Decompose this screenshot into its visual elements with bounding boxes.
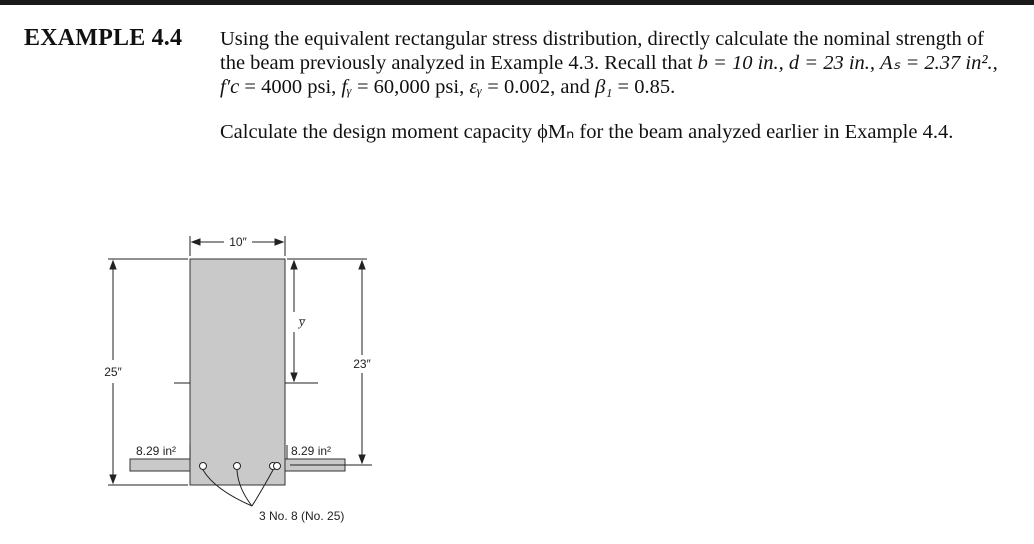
depth-arrow-top	[359, 261, 365, 269]
height-arrow-top	[110, 261, 116, 269]
depth-label: 23″	[353, 357, 371, 371]
rebar-label: 3 No. 8 (No. 25)	[259, 509, 345, 523]
right-flange-area-label: 8.29 in²	[291, 444, 332, 458]
rebar-middle	[234, 463, 241, 470]
given-As: Aₛ = 2.37 in².,	[880, 52, 998, 74]
ybar-arrow-bottom	[291, 373, 297, 381]
given-fy: fᵧ	[341, 76, 352, 98]
given-b: b = 10 in.,	[697, 52, 784, 74]
height-arrow-bottom	[110, 475, 116, 483]
width-arrow-right	[275, 239, 283, 245]
beam-web	[190, 259, 285, 485]
depth-arrow-bottom	[359, 455, 365, 463]
example-label: EXAMPLE 4.4	[24, 25, 183, 51]
width-arrow-left	[192, 239, 200, 245]
left-flange-area-label: 8.29 in²	[136, 444, 177, 458]
rebar-right-outline	[274, 463, 281, 470]
problem-line-2: the beam previously analyzed in Example 4.3. Recall that b = 10 in., d = 23 in., Aₛ = 2.37 in².,	[220, 52, 998, 74]
given-fc: f′c	[220, 76, 240, 98]
given-beta: β₁	[595, 76, 613, 98]
ybar-label: y̅	[299, 314, 305, 329]
problem-line-3: f′c = 4000 psi, fᵧ = 60,000 psi, εᵧ = 0.002, and β₁ = 0.85.	[220, 76, 676, 98]
given-d: d = 23 in.,	[788, 52, 876, 74]
ybar-arrow-top	[291, 261, 297, 269]
problem-line-1: Using the equivalent rectangular stress distribution, directly calculate the nominal strength of	[220, 28, 984, 50]
question-text: Calculate the design moment capacity ϕMₙ for the beam analyzed earlier in Example 4.4.	[220, 121, 954, 143]
left-flange	[130, 459, 190, 471]
height-label: 25″	[104, 365, 122, 379]
width-label: 10″	[229, 235, 247, 249]
given-ey: εᵧ	[469, 76, 483, 98]
rebar-left	[200, 463, 207, 470]
